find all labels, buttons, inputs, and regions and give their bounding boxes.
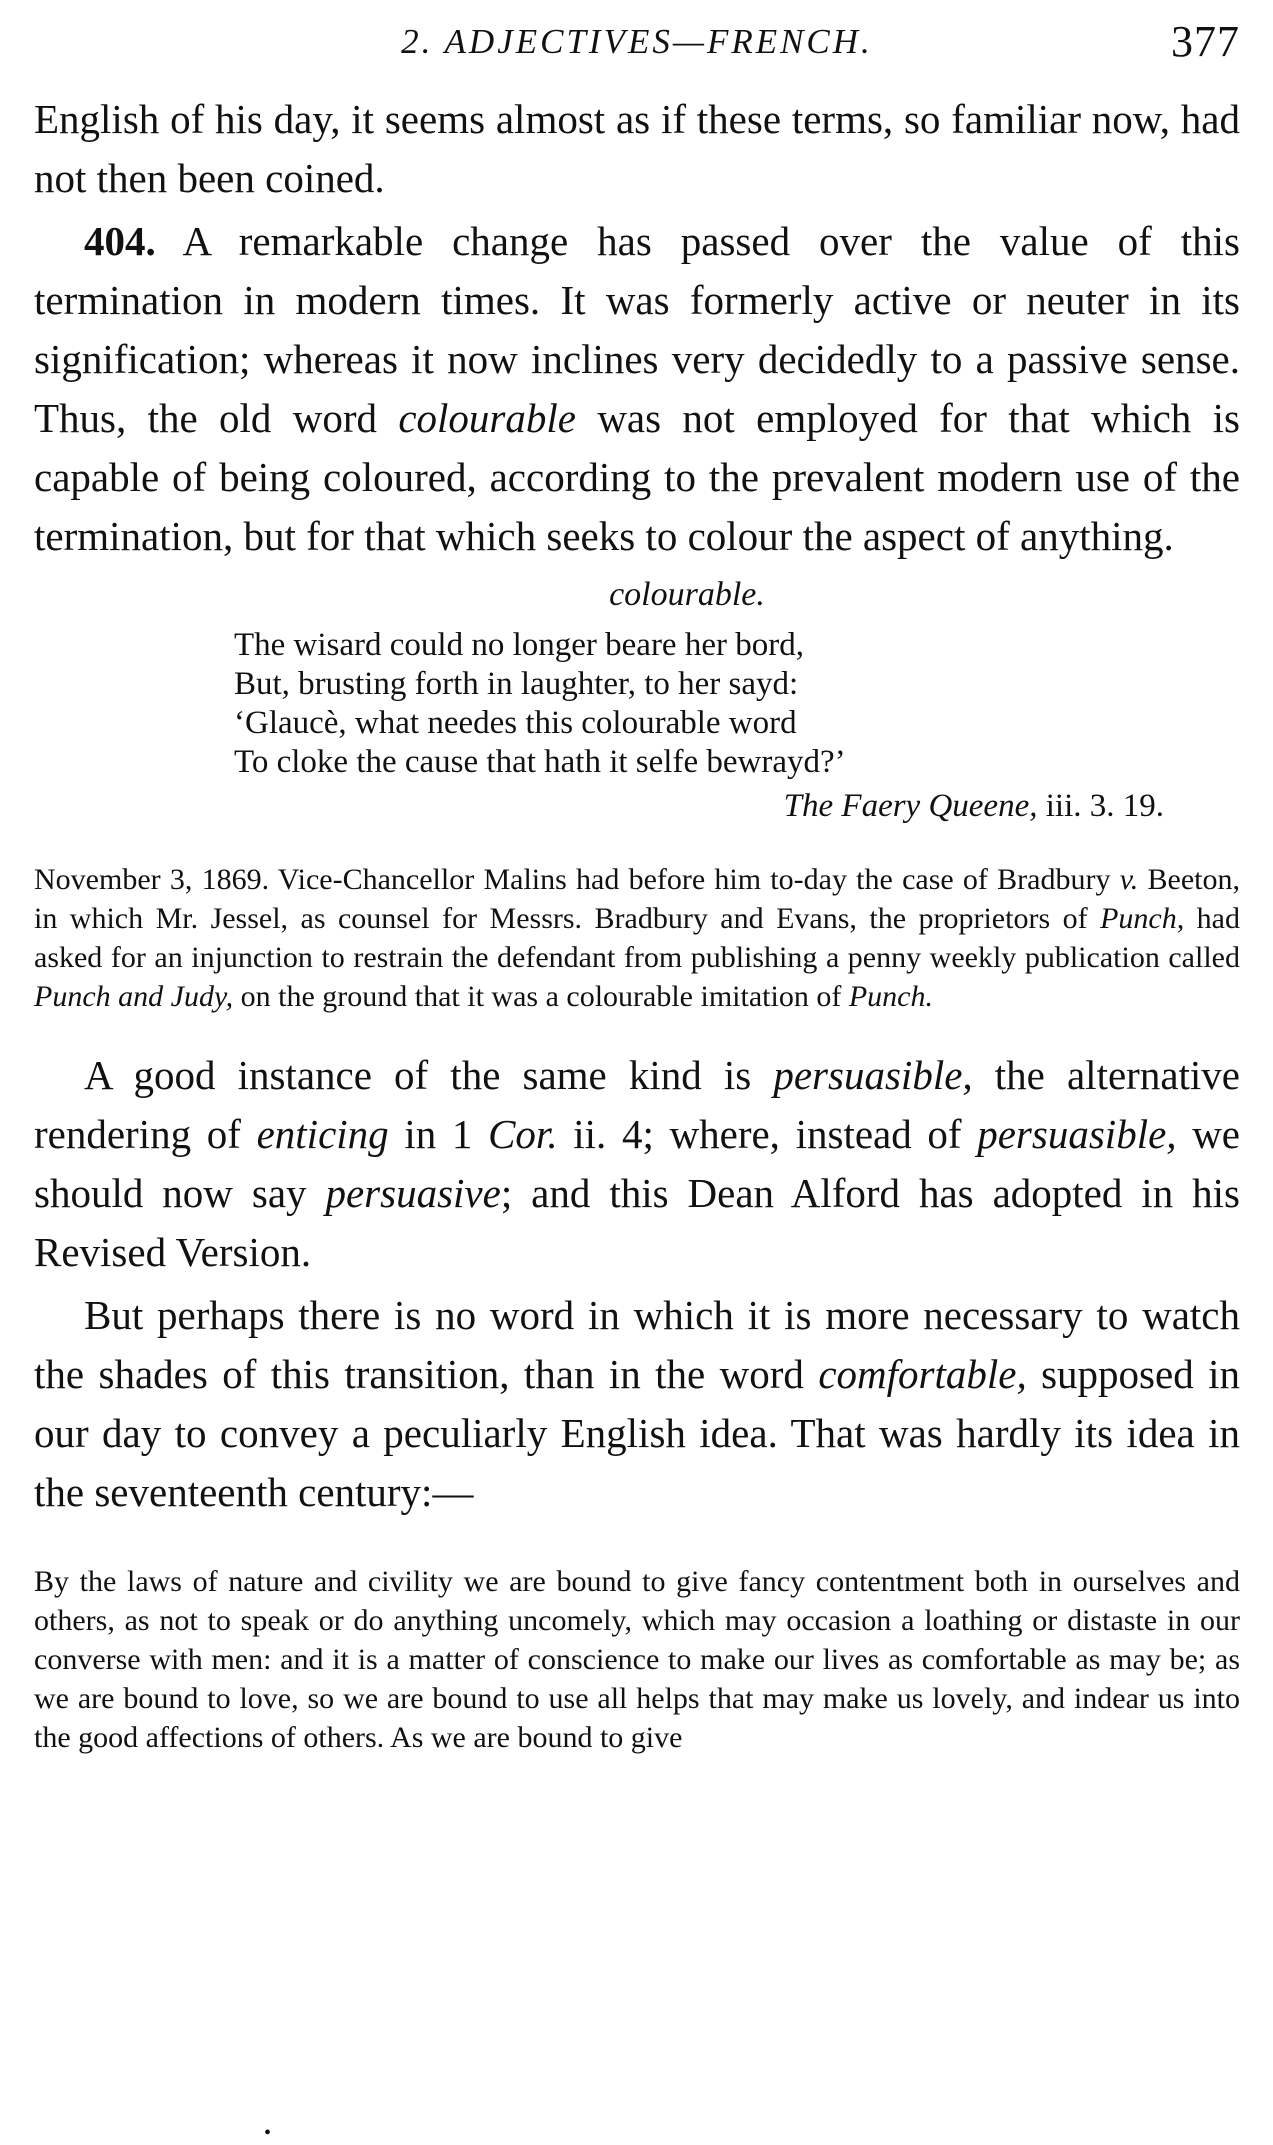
verse-line: ‘Glaucè, what needes this colourable word <box>234 705 797 741</box>
book-page <box>34 0 1241 2144</box>
paragraph-text: we should now say <box>34 1111 1241 1216</box>
paragraph-number: 404. <box>84 218 156 264</box>
paragraph-text: in 1 <box>388 1111 489 1157</box>
example-heading: colourable. <box>609 576 765 613</box>
quote-italic: v. <box>1119 863 1139 896</box>
print-mark: • <box>264 2122 272 2144</box>
paragraph-text: But perhaps there is no word in which it is more necessary to watch the shades of this transition, than in the word <box>34 1292 1240 1397</box>
verse-citation <box>34 786 1240 826</box>
continued-paragraph <box>34 90 1240 208</box>
quote-italic: Punch. <box>848 980 933 1013</box>
italic-term: persuasible, <box>977 1111 1177 1157</box>
citation-ref: iii. 3. 19. <box>1037 788 1164 824</box>
paragraph-text: ; and this Dean Alford has adopted in his Revised Version. <box>34 1170 1240 1275</box>
paragraph-text: the alternative rendering of <box>34 1052 1240 1157</box>
quote-italic: Punch, <box>1100 902 1185 935</box>
paragraph-comfortable <box>34 1286 1240 1522</box>
news-quotation <box>34 860 1240 1016</box>
paragraph-persuasible <box>34 1046 1240 1282</box>
quote-text: on the ground that it was a colourable imitation of <box>233 980 849 1013</box>
running-head: 2. ADJECTIVES—FRENCH. <box>401 22 873 61</box>
verse-line: But, brusting forth in laughter, to her sayd: <box>234 666 799 702</box>
italic-term: persuasible, <box>773 1052 973 1098</box>
paragraph-text: supposed in our day to convey a peculiarly English idea. That was hardly its idea in the seventeenth century:— <box>34 1351 1240 1515</box>
verse-line: The wisard could no longer beare her bord, <box>234 627 804 663</box>
paragraph-text: A remarkable change has passed over the value of this termination in modern times. It was formerly active or neuter in its signification; whereas it now inclines very decidedly to a passive sense. Thus, the old word <box>34 218 1240 441</box>
quote-text: Vice-Chancellor Malins had before him to-day the case of Bradbury <box>269 863 1120 896</box>
italic-term: persuasive <box>325 1170 501 1216</box>
final-quote-text: By the laws of nature and civility we are bound to give fancy contentment both in ourselves and others, as not to speak or do anything uncomely, which may occasion a loathing or distaste in our converse with men: and it is a matter of conscience to make our lives as comfortable as may be; as we are bound to love, so we are bound to use all helps that may make us lovely, and indear us into the good affections of others. As we are bound to give <box>34 1565 1240 1754</box>
paragraph-text: ii. 4; where, instead of <box>557 1111 978 1157</box>
quote-text: Beeton, in which Mr. Jessel, as counsel for Messrs. Bradbury and Evans, the proprietors of <box>34 863 1240 935</box>
italic-term: Cor. <box>488 1111 558 1157</box>
paragraph-text: was not employed for that which is capable of being coloured, according to the prevalent modern use of the termination, but for that which seeks to colour the aspect of anything. <box>34 395 1240 559</box>
italic-term: colourable <box>398 395 576 441</box>
verse-line: To cloke the cause that hath it selfe bewrayd?’ <box>234 744 846 780</box>
citation-title: The Faery Queene, <box>783 788 1038 824</box>
page-number: 377 <box>1171 17 1240 66</box>
verse-quotation <box>234 626 1240 782</box>
continued-text: English of his day, it seems almost as if these terms, so familiar now, had not then been coined. <box>34 96 1240 201</box>
paragraph-404 <box>34 212 1240 566</box>
quote-text: had asked for an injunction to restrain the defendant from publishing a penny weekly publication called <box>34 902 1240 974</box>
final-quotation <box>34 1562 1240 1757</box>
quote-date: November 3, 1869. <box>34 863 270 896</box>
italic-term: enticing <box>256 1111 389 1157</box>
paragraph-text: A good instance of the same kind is <box>84 1052 774 1098</box>
page-header <box>34 0 1240 90</box>
quote-italic: Punch and Judy, <box>34 980 234 1013</box>
italic-term: comfortable, <box>818 1351 1027 1397</box>
